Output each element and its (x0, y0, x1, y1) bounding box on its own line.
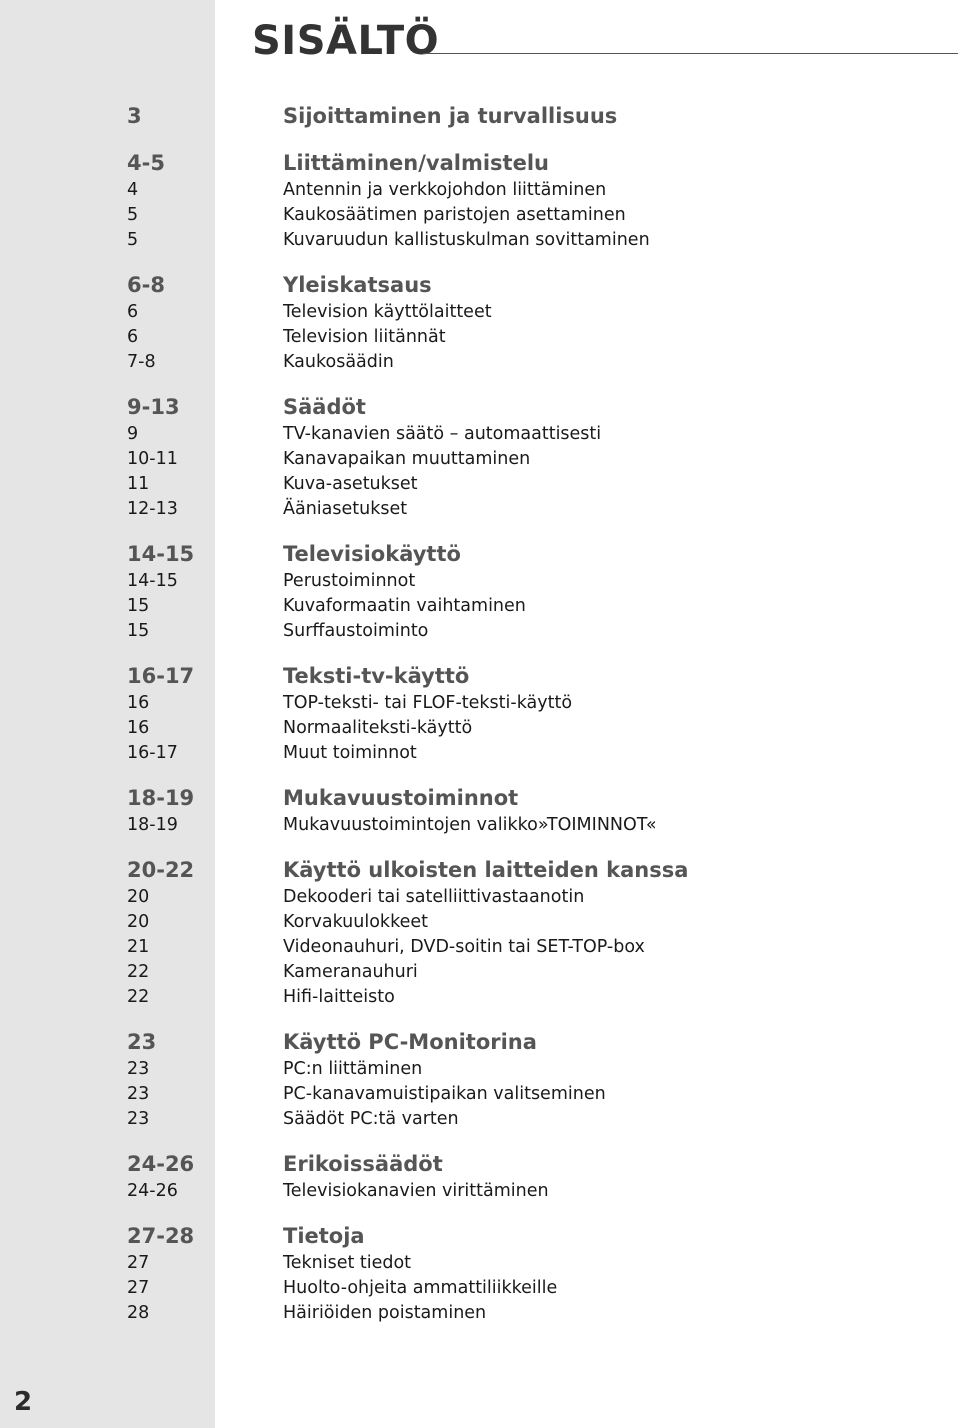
toc-entry (0, 326, 960, 351)
toc-section (0, 1029, 960, 1133)
toc-entry-text: Kaukosäätimen paristojen asettaminen (283, 205, 626, 225)
toc-entry-text: TOP-teksti- tai FLOF-teksti-käyttö (283, 693, 573, 713)
toc-section (0, 541, 960, 645)
toc-section (0, 663, 960, 767)
toc-heading-title: Yleiskatsaus (283, 273, 432, 297)
toc-entry-text: Television käyttölaitteet (283, 302, 492, 322)
page-number: 2 (14, 1387, 33, 1417)
toc-heading (0, 785, 960, 814)
toc-entry-text: Mukavuustoimintojen valikko»TOIMINNOT« (283, 815, 657, 835)
toc-entry-pages: 16-17 (127, 743, 178, 763)
toc-entry (0, 1252, 960, 1277)
toc-entry (0, 1083, 960, 1108)
toc-section (0, 857, 960, 1011)
toc-section (0, 1151, 960, 1205)
toc-heading-title: Säädöt (283, 395, 366, 419)
toc-heading-title: Käyttö PC-Monitorina (283, 1030, 537, 1054)
toc-entry-pages: 5 (127, 230, 139, 250)
toc-entry-pages: 20 (127, 912, 150, 932)
page-title: SISÄLTÖ (252, 18, 440, 64)
toc-entry-pages: 12-13 (127, 499, 178, 519)
toc-heading-title: Mukavuustoiminnot (283, 786, 519, 810)
toc-section (0, 785, 960, 839)
toc-entry-pages: 15 (127, 621, 150, 641)
toc-heading (0, 857, 960, 886)
toc-entry-text: Dekooderi tai satelliittivastaanotin (283, 887, 585, 907)
toc-entry-text: PC:n liittäminen (283, 1059, 423, 1079)
toc-heading-pages: 24-26 (127, 1152, 195, 1176)
toc-entry-pages: 16 (127, 693, 150, 713)
toc-heading (0, 663, 960, 692)
toc-entry-text: Kaukosäädin (283, 352, 394, 372)
toc-entry-pages: 22 (127, 987, 150, 1007)
toc-heading-pages: 4-5 (127, 151, 165, 175)
toc-heading (0, 541, 960, 570)
toc-entry-pages: 4 (127, 180, 139, 200)
toc-heading (0, 394, 960, 423)
toc-heading-pages: 23 (127, 1030, 157, 1054)
toc-section (0, 394, 960, 523)
toc-entry-pages: 23 (127, 1109, 150, 1129)
toc-entry-text: Korvakuulokkeet (283, 912, 428, 932)
toc-entry-text: Antennin ja verkkojohdon liittäminen (283, 180, 607, 200)
toc-entry (0, 620, 960, 645)
table-of-contents (0, 103, 960, 1345)
toc-entry (0, 301, 960, 326)
toc-heading-title: Sijoittaminen ja turvallisuus (283, 104, 618, 128)
toc-heading (0, 103, 960, 132)
toc-entry-text: Television liitännät (283, 327, 446, 347)
toc-entry-text: Normaaliteksti-käyttö (283, 718, 473, 738)
toc-entry-pages: 20 (127, 887, 150, 907)
toc-entry (0, 1277, 960, 1302)
toc-entry-text: Häiriöiden poistaminen (283, 1303, 487, 1323)
toc-heading-pages: 14-15 (127, 542, 195, 566)
toc-entry-text: Kameranauhuri (283, 962, 418, 982)
toc-heading-title: Erikoissäädöt (283, 1152, 443, 1176)
toc-entry-pages: 5 (127, 205, 139, 225)
toc-entry (0, 570, 960, 595)
toc-entry (0, 1180, 960, 1205)
toc-heading (0, 1029, 960, 1058)
toc-entry-pages: 6 (127, 302, 139, 322)
toc-entry-pages: 27 (127, 1253, 150, 1273)
toc-heading (0, 272, 960, 301)
toc-entry-pages: 6 (127, 327, 139, 347)
toc-section (0, 272, 960, 376)
toc-entry-pages: 18-19 (127, 815, 178, 835)
toc-heading-pages: 9-13 (127, 395, 180, 419)
toc-entry (0, 717, 960, 742)
toc-section (0, 1223, 960, 1327)
toc-entry-text: TV-kanavien säätö – automaattisesti (283, 424, 602, 444)
toc-entry-pages: 7-8 (127, 352, 156, 372)
toc-section (0, 150, 960, 254)
toc-entry-text: Televisiokanavien virittäminen (283, 1181, 549, 1201)
toc-entry-pages: 27 (127, 1278, 150, 1298)
toc-entry (0, 595, 960, 620)
toc-entry-pages: 23 (127, 1084, 150, 1104)
toc-entry (0, 814, 960, 839)
toc-entry (0, 1108, 960, 1133)
toc-heading-pages: 27-28 (127, 1224, 195, 1248)
toc-entry (0, 692, 960, 717)
toc-heading-title: Televisiokäyttö (283, 542, 461, 566)
toc-entry-text: Perustoiminnot (283, 571, 416, 591)
toc-entry (0, 351, 960, 376)
toc-heading-title: Käyttö ulkoisten laitteiden kanssa (283, 858, 689, 882)
toc-entry-pages: 28 (127, 1303, 150, 1323)
toc-entry (0, 204, 960, 229)
toc-heading (0, 1151, 960, 1180)
toc-entry-text: Videonauhuri, DVD-soitin tai SET-TOP-box (283, 937, 645, 957)
toc-entry-text: Tekniset tiedot (283, 1253, 412, 1273)
toc-heading-pages: 18-19 (127, 786, 195, 810)
toc-entry (0, 423, 960, 448)
toc-entry (0, 961, 960, 986)
toc-entry-pages: 24-26 (127, 1181, 178, 1201)
title-rule (423, 53, 958, 54)
toc-entry-pages: 11 (127, 474, 150, 494)
toc-heading-pages: 3 (127, 104, 142, 128)
toc-entry-pages: 21 (127, 937, 150, 957)
toc-heading-title: Tietoja (283, 1224, 365, 1248)
toc-entry-text: Kuvaruudun kallistuskulman sovittaminen (283, 230, 650, 250)
toc-entry (0, 229, 960, 254)
toc-entry-pages: 16 (127, 718, 150, 738)
toc-entry-text: PC-kanavamuistipaikan valitseminen (283, 1084, 606, 1104)
toc-heading (0, 1223, 960, 1252)
toc-entry (0, 886, 960, 911)
toc-entry-pages: 15 (127, 596, 150, 616)
toc-entry (0, 498, 960, 523)
toc-entry (0, 742, 960, 767)
toc-entry (0, 473, 960, 498)
toc-heading (0, 150, 960, 179)
toc-entry-pages: 23 (127, 1059, 150, 1079)
toc-entry-pages: 14-15 (127, 571, 178, 591)
toc-entry (0, 179, 960, 204)
toc-entry-pages: 9 (127, 424, 139, 444)
toc-entry (0, 986, 960, 1011)
toc-entry-text: Hifi-laitteisto (283, 987, 395, 1007)
toc-entry-text: Huolto-ohjeita ammattiliikkeille (283, 1278, 558, 1298)
toc-heading-title: Liittäminen/valmistelu (283, 151, 549, 175)
toc-entry (0, 1058, 960, 1083)
toc-entry-text: Säädöt PC:tä varten (283, 1109, 459, 1129)
toc-heading-pages: 16-17 (127, 664, 195, 688)
toc-entry (0, 936, 960, 961)
toc-entry-text: Kuva-asetukset (283, 474, 418, 494)
toc-entry-pages: 10-11 (127, 449, 178, 469)
toc-entry-text: Surffaustoiminto (283, 621, 429, 641)
toc-entry-text: Ääniasetukset (283, 499, 408, 519)
toc-heading-pages: 6-8 (127, 273, 165, 297)
toc-section (0, 103, 960, 132)
toc-heading-pages: 20-22 (127, 858, 195, 882)
toc-entry-text: Kanavapaikan muuttaminen (283, 449, 531, 469)
toc-entry (0, 448, 960, 473)
toc-entry-text: Kuvaformaatin vaihtaminen (283, 596, 526, 616)
toc-heading-title: Teksti-tv-käyttö (283, 664, 470, 688)
toc-entry (0, 911, 960, 936)
toc-entry-text: Muut toiminnot (283, 743, 417, 763)
toc-entry (0, 1302, 960, 1327)
toc-entry-pages: 22 (127, 962, 150, 982)
